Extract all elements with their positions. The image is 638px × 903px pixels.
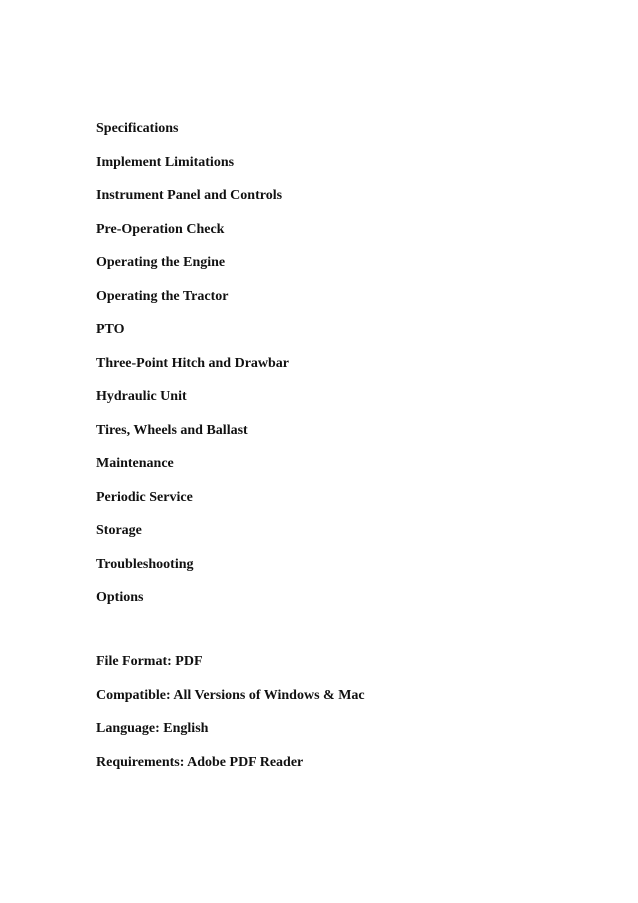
contents-item: Hydraulic Unit [96, 389, 187, 404]
contents-item: Maintenance [96, 456, 174, 471]
contents-item: Storage [96, 523, 142, 538]
compatibility-line: Compatible: All Versions of Windows & Mac [96, 687, 365, 703]
language-line: Language: English [96, 721, 209, 736]
contents-item: Periodic Service [96, 489, 193, 505]
contents-list [96, 119, 289, 622]
file-details-list [96, 652, 365, 786]
contents-item: Instrument Panel and Controls [96, 188, 283, 203]
contents-item: Operating the Engine [96, 255, 226, 270]
contents-item: Three-Point Hitch and Drawbar [96, 355, 290, 371]
contents-item: Options [96, 590, 144, 605]
file-format-line: File Format: PDF [96, 654, 203, 669]
contents-item: Pre-Operation Check [96, 221, 225, 237]
contents-item: Specifications [96, 121, 179, 136]
requirements-line: Requirements: Adobe PDF Reader [96, 754, 304, 770]
contents-item: Troubleshooting [96, 556, 194, 572]
contents-item: Tires, Wheels and Ballast [96, 422, 248, 438]
contents-item: Operating the Tractor [96, 288, 229, 304]
contents-item: PTO [96, 322, 125, 337]
contents-item: Implement Limitations [96, 154, 235, 170]
